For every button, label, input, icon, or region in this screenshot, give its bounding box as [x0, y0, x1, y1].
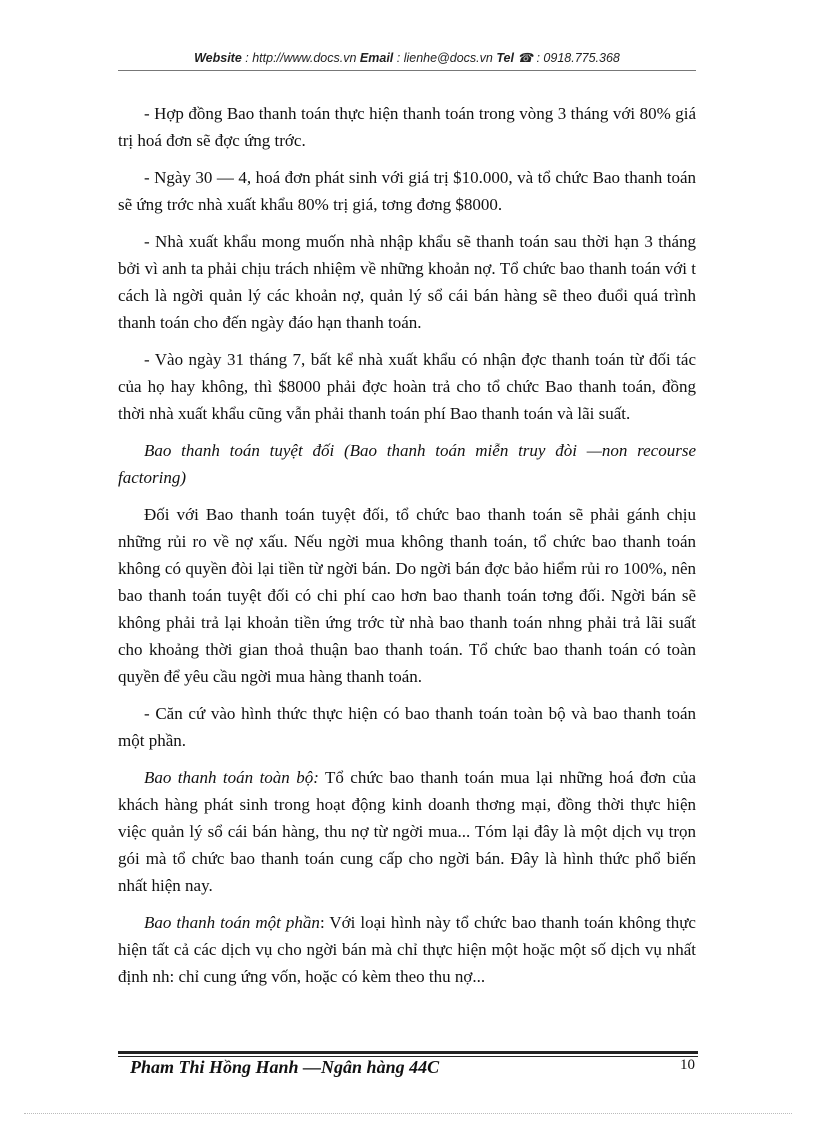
website-url[interactable]: http://www.docs.vn	[252, 51, 357, 65]
paragraph-8	[118, 909, 696, 990]
website-label: Website	[194, 51, 242, 65]
page-bottom-border	[24, 1113, 792, 1114]
paragraph-4: - Vào ngày 31 tháng 7, bất kể nhà xuất khẩu có nhận đợc thanh toán từ đối tác của họ hay không, thì $8000 phải đợc hoàn trả cho tổ chức Bao thanh toán, đồng thời nhà xuất khẩu cũng vẫn phải thanh toán phí Bao thanh toán và lãi suất.	[118, 350, 696, 423]
paragraph-6: - Căn cứ vào hình thức thực hiện có bao thanh toán toàn bộ và bao thanh toán một phần.	[118, 704, 696, 750]
document-body	[118, 100, 696, 1000]
page-number: 10	[680, 1057, 695, 1073]
paragraph-2: - Ngày 30 — 4, hoá đơn phát sinh với giá trị $10.000, và tổ chức Bao thanh toán sẽ ứng trớc nhà xuất khẩu 80% trị giá, tơng đơng $8000.	[118, 168, 696, 214]
tel-number: : 0918.775.368	[533, 51, 620, 65]
page-header	[118, 50, 696, 65]
lead-full-factoring: Bao thanh toán toàn bộ:	[144, 768, 319, 787]
paragraph-7	[118, 764, 696, 899]
paragraph-3: - Nhà xuất khẩu mong muốn nhà nhập khẩu sẽ thanh toán sau thời hạn 3 tháng bởi vì anh ta phải chịu trách nhiệm về những khoản nợ. Tổ chức bao thanh toán với t cách là ngời quản lý các khoản nợ, quản lý sổ cái bán hàng sẽ theo đuổi quá trình thanh toán cho đến ngày đáo hạn thanh toán.	[118, 232, 696, 332]
website-separator: :	[241, 51, 253, 65]
lead-partial-factoring: Bao thanh toán một phần	[144, 913, 320, 932]
paragraph-8-text: : Với loại hình này tổ chức bao thanh toán không thực hiện tất cả các dịch vụ cho ngời bán mà chỉ thực hiện một hoặc một số dịch vụ nhất định nh: chỉ cung ứng vốn, hoặc có kèm theo thu nợ...	[118, 913, 696, 986]
section-heading-non-recourse: Bao thanh toán tuyệt đối (Bao thanh toán miễn truy đòi —non recourse factoring)	[118, 441, 696, 487]
paragraph-1: - Hợp đồng Bao thanh toán thực hiện thanh toán trong vòng 3 tháng với 80% giá trị hoá đơn sẽ đợc ứng trớc.	[118, 104, 696, 150]
tel-label: Tel	[496, 51, 514, 65]
footer-divider-thick	[118, 1051, 698, 1054]
header-divider	[118, 70, 696, 71]
paragraph-7-text: Tổ chức bao thanh toán mua lại những hoá đơn của khách hàng phát sinh trong hoạt động kinh doanh thơng mại, đồng thời thực hiện việc quản lý sổ cái bán hàng, thu nợ từ ngời mua... Tóm lại đây là một dịch vụ trọn gói mà tổ chức bao thanh toán cung cấp cho ngời bán. Đây là hình thức phổ biến nhất hiện nay.	[118, 768, 696, 895]
email-address[interactable]: : lienhe@docs.vn	[393, 51, 493, 65]
email-label: Email	[359, 51, 394, 65]
paragraph-5: Đối với Bao thanh toán tuyệt đối, tổ chức bao thanh toán sẽ phải gánh chịu những rủi ro về nợ xấu. Nếu ngời mua không thanh toán, tổ chức bao thanh toán không có quyền đòi lại tiền từ ngời bán. Do ngời bán đợc bảo hiểm rủi ro 100%, nên bao thanh toán tuyệt đối có chi phí cao hơn bao thanh toán tơng đối. Ngời bán sẽ không phải trả lại khoản tiền ứng trớc từ nhà bao thanh toán nhng phải trả lãi suất cho khoảng thời gian thoả thuận bao thanh toán. Tổ chức bao thanh toán có toàn quyền để yêu cầu ngời mua hàng thanh toán.	[118, 505, 696, 686]
phone-icon: ☎	[517, 51, 533, 65]
footer-author: Pham Thi Hồng Hanh —Ngân hàng 44C	[130, 1057, 440, 1077]
